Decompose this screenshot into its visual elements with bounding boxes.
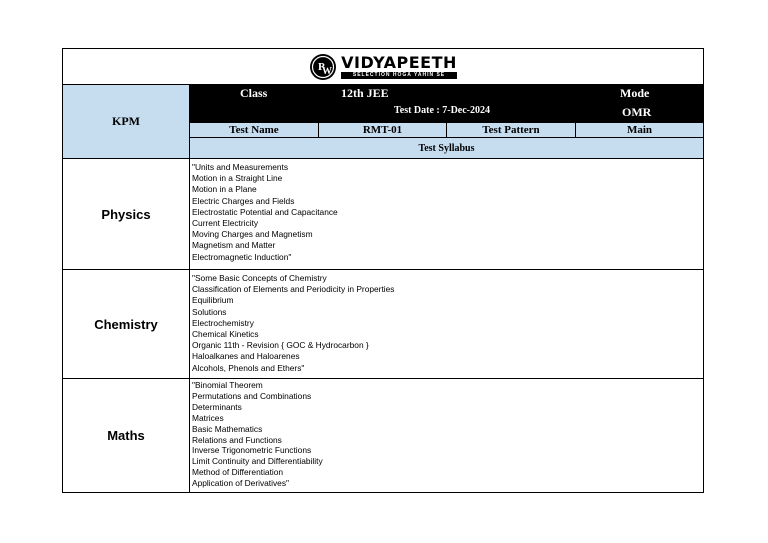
topic-item: Permutations and Combinations xyxy=(192,390,312,401)
topic-item: Electromagnetic Induction" xyxy=(192,251,292,262)
test-pattern-value: Main xyxy=(576,123,703,138)
brand-tagline: SELECTION HOGA YAHIN SE xyxy=(341,72,457,79)
topic-item: Haloalkanes and Haloarenes xyxy=(192,351,300,362)
kpm-cell: KPM xyxy=(63,85,190,159)
test-name-label: Test Name xyxy=(190,123,319,138)
topic-item: Relations and Functions xyxy=(192,434,282,445)
topic-item: Basic Mathematics xyxy=(192,423,263,434)
topic-item: Equilibrium xyxy=(192,295,234,306)
topic-item: Motion in a Plane xyxy=(192,184,257,195)
class-label: Class xyxy=(240,86,268,100)
test-name-value: RMT-01 xyxy=(319,123,447,138)
svg-text:P: P xyxy=(318,60,325,73)
syllabus-sheet xyxy=(62,48,704,493)
pw-logo-icon xyxy=(309,53,337,81)
brand-name: VIDYAPEETH xyxy=(341,52,457,72)
topic-item: "Units and Measurements xyxy=(192,162,289,172)
topic-item: Electrochemistry xyxy=(192,317,254,328)
topic-item: Alcohols, Phenols and Ethers" xyxy=(192,362,305,373)
subject-chemistry: Chemistry xyxy=(63,270,190,379)
topic-item: Solutions xyxy=(192,306,227,317)
topic-item: Organic 11th - Revision { GOC & Hydrocarbon } xyxy=(192,340,369,351)
test-pattern-label: Test Pattern xyxy=(447,123,576,138)
test-info-band xyxy=(190,85,703,123)
topic-item: Application of Derivatives" xyxy=(192,478,290,489)
maths-topics xyxy=(190,379,703,492)
topic-item: Matrices xyxy=(192,412,224,423)
topic-item: "Binomial Theorem xyxy=(192,380,263,390)
topic-item: "Some Basic Concepts of Chemistry xyxy=(192,273,327,283)
test-syllabus-header: Test Syllabus xyxy=(190,138,703,159)
topic-item: Motion in a Straight Line xyxy=(192,173,283,184)
topic-item: Moving Charges and Magnetism xyxy=(192,229,313,240)
topic-item: Electric Charges and Fields xyxy=(192,195,295,206)
topic-item: Electrostatic Potential and Capacitance xyxy=(192,206,338,217)
logo-row xyxy=(63,49,703,85)
mode-value: OMR xyxy=(622,105,652,119)
topic-item: Classification of Elements and Periodicity in Properties xyxy=(192,284,395,295)
topic-item: Magnetism and Matter xyxy=(192,240,276,251)
class-value: 12th JEE xyxy=(341,86,389,100)
physics-topics xyxy=(190,159,703,270)
subject-physics: Physics xyxy=(63,159,190,270)
topic-item: Chemical Kinetics xyxy=(192,329,259,340)
topic-item: Limit Continuity and Differentiability xyxy=(192,456,323,467)
topic-item: Current Electricity xyxy=(192,218,259,229)
subject-maths: Maths xyxy=(63,379,190,492)
brand-logo xyxy=(309,53,457,81)
topic-item: Inverse Trigonometric Functions xyxy=(192,445,312,456)
topic-item: Determinants xyxy=(192,401,242,412)
test-date: Test Date : 7-Dec-2024 xyxy=(394,105,490,116)
mode-label: Mode xyxy=(620,86,650,100)
chemistry-topics xyxy=(190,270,703,379)
svg-text:W: W xyxy=(322,65,333,77)
topic-item: Method of Differentiation xyxy=(192,467,284,478)
